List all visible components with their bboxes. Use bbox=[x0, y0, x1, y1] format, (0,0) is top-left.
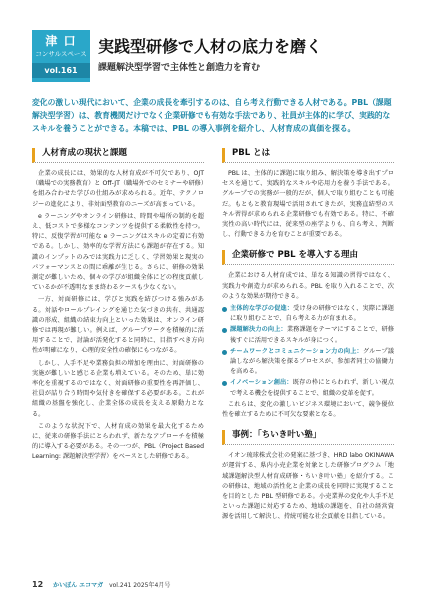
paragraph: PBL は、主体的に課題に取り組み、解決策を導き出すプロセスを通じて、実践的なスキルや応用力を養う手法である。グループでの実務が一般的だが、個人で取り組むことも可能だ。もともと教育現場で活用されてきたが、実務直結型のスキル習得が求められる企業研修でも有効である。特に、不確実性の高い時代には、従来型の座学よりも、自ら考え、判断し、行動できる力を育むことが重要である。 bbox=[222, 170, 394, 239]
bullet-label: 主体的な学びの促進： bbox=[230, 305, 294, 313]
bullet-text: 既存の枠にとらわれず、新しい視点で考える機会を提供することで、組織の変革を促す。 bbox=[230, 379, 394, 397]
page-subtitle: 課題解決型学習で主体性と創造力を育む bbox=[98, 63, 261, 73]
lead-paragraph: 変化の激しい現代において、企業の成長を牽引するのは、自ら考え行動できる人材である。PBL（課題解決型学習）は、教育機関だけでなく企業研修でも有効な手法であり、社員が主体的に学び、実践的なスキルを養うことができる。本稿では、PBL の導入事例を紹介し、人材育成の真価を探る。 bbox=[32, 98, 392, 133]
bullet-item bbox=[222, 304, 394, 324]
section-heading: 企業研修で PBL を導入する理由 bbox=[222, 250, 394, 265]
section-heading: 事例：「ちいき叶い塾」 bbox=[222, 430, 394, 445]
paragraph: このような状況下で、人材育成の効果を最大化するために、従来の研修手法にとらわれず、新たなアプローチを積極的に導入する必要がある。その一つが、PBL（Project Based Learning: 課題解決型学習）をベースとした研修である。 bbox=[32, 422, 204, 461]
paragraph: しかし、人手不足や業務負担の増加を理由に、対面研修の実施が難しいと感じる企業も増えている。そのため、単に効率化を重視するのではなく、対面研修の重要性を再評価し、社員が詰り合う時間や気付きを確保する必要がある。これが組織の基盤を強化し、企業全体の成長を支える原動力となる。 bbox=[32, 359, 204, 418]
bullet-item bbox=[222, 325, 394, 345]
bullet-dot-icon bbox=[222, 381, 227, 386]
bullet-label: 課題解決力の向上： bbox=[230, 326, 287, 334]
paragraph: 企業の成長には、効果的な人材育成が不可欠であり、OJT（職場での実務教育）と Off-JT（職場外でのセミナーや研修）を組み合わせた学びの仕組みが求められる。近年、テクノロジーの進化により、非対面型教育のニーズが高まっている。 bbox=[32, 170, 204, 208]
section-heading: 人材育成の現状と課題 bbox=[32, 148, 204, 163]
issue-label: vol.241 2025年4月号 bbox=[109, 582, 171, 589]
paragraph: イオン琉球株式会社の発案に基づき、HRD labo OKINAWA が運営する、県内小売企業を対象とした研修プログラム「地域課題解決型人材育成研修・ちいき叶い塾」を紹介する。この研修は、地域の活性化と企業の成長を同時に実現することを目的とした PBL 型研修である。小売業界の変化や人手不足といった課題に対応するため、地域の課題を、自社の経営資源を活用して解決し、持続可能な社会貢献を目指している。 bbox=[222, 452, 394, 521]
paragraph: e ラーニングやオンライン研修は、時間や場所の制約を超え、低コストで多様なコンテンツを提供する柔軟性を持つ。特に、反復学習が可能な e ラーニングはスキルの定着に有効である。しかし、効率的な学習方法にも課題が存在する。知識のインプットのみでは実践力に乏しく、学習効果と現実のパフォーマンスとの間に乖離が生じる。さらに、研修の効果測定が難しいため、個々の学びが組織全体にどの程度貢献しているかが不透明なまま終わるケースも少なくない。 bbox=[32, 212, 204, 292]
badge-name: 津 口 bbox=[45, 34, 77, 48]
bullet-label: イノベーション創出： bbox=[230, 379, 293, 387]
paragraph: 企業における人材育成では、単なる知識の習得ではなく、実践力や創造力が求められる。PBL を取り入れることで、次のような効果が期待できる。 bbox=[222, 272, 394, 300]
bullet-item bbox=[222, 378, 394, 398]
bullet-dot-icon bbox=[222, 328, 227, 333]
bullet-dot-icon bbox=[222, 350, 227, 355]
bullet-item bbox=[222, 347, 394, 378]
bullet-dot-icon bbox=[222, 307, 227, 312]
page-title: 実践型研修で人材の底力を磨く bbox=[98, 37, 323, 56]
page-footer bbox=[32, 580, 392, 590]
left-column bbox=[32, 148, 204, 465]
badge-vol: vol.161 bbox=[32, 63, 90, 78]
badge-sub: コンサルスペース bbox=[35, 50, 87, 58]
section-heading: PBL とは bbox=[222, 148, 394, 163]
article-header bbox=[32, 30, 402, 82]
bullet-label: チームワークとコミュニケーション力の向上： bbox=[230, 347, 363, 355]
magazine-name: かいぽん エコマガ bbox=[53, 582, 104, 589]
bullet-text: 業務課題をテーマにすることで、研修後すぐに活用できるスキルが身につく。 bbox=[230, 326, 395, 344]
right-column bbox=[222, 148, 394, 525]
paragraph: 一方、対面研修には、学びと実践を結びつける強みがある。対話やロールプレイングを通じた気づきの共有、共通認識の形成、組織の結束力向上といった効果は、オンライン研修では再現が難しい。例えば、グループワークを積極的に活用することで、討論が活発化すると同時に、目指すべき方向性が明確になり、心理的安全性の確保にもつながる。 bbox=[32, 296, 204, 355]
column-badge bbox=[32, 30, 90, 82]
page-number: 12 bbox=[32, 580, 44, 589]
bullet-text: 受け身の研修ではなく、実際に課題に取り組むことで、自ら考える力が育まれる。 bbox=[230, 305, 394, 323]
bullet-text: グループ議論しながら解決策を探るプロセスが、参加者同士の協働力を高める。 bbox=[230, 347, 394, 376]
paragraph: これらは、変化の激しいビジネス環境において、競争優位性を確立するために不可欠な要素となる。 bbox=[222, 400, 394, 419]
